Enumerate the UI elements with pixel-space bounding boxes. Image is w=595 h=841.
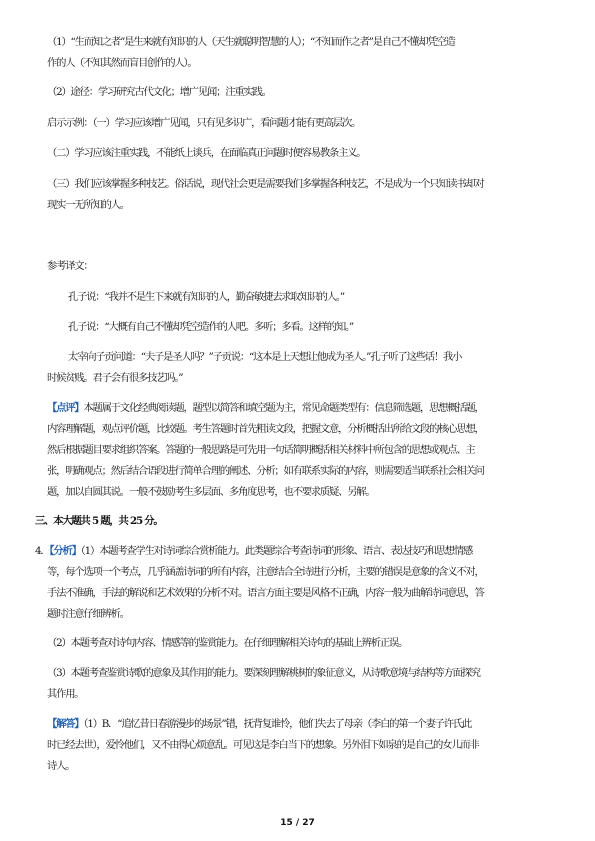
translation-1: 孔子说：“我并不是生下来就有知识的人，勤奋敏捷去求取知识的人。” — [68, 291, 344, 303]
paragraph-4: （二）学习应该注重实践，不能纸上谈兵，在面临真正问题时便容易教条主义。 — [47, 147, 366, 159]
paragraph-5-line-2: 现实一无所知的人。 — [47, 199, 129, 211]
comment-line-2: 内容理解题，观点评价题，比较题。考生答题时首先粗读文段，把握文意，分析概括出所给文段的核心思想， — [47, 423, 484, 435]
q4-answer-tag: 【解答】 — [47, 718, 84, 730]
q4-answer-line-1 — [0, 718, 595, 731]
translation-2: 孔子说：“大概有自己不懂却凭空造作的人吧。多听；多看。这样的知。” — [68, 321, 353, 333]
q4-analysis-line-4: 题时注意仔细辨析。 — [47, 608, 129, 620]
q4-number: 4． — [35, 545, 50, 557]
q4-answer-text-1: （1）B．“追忆昔日春游漫步的场景”错，抚背复谁怜，他们失去了母亲（李白的第一个妻子许氏此 — [83, 718, 472, 730]
section-heading: 三、本大题共 5 题，共 25 分。 — [35, 515, 163, 527]
q4-analysis-line-3: 手法不准确，手法的解说和艺术效果的分析不对。语言方面主要是风格不正确，内容一般为曲解诗词意思，答 — [47, 587, 484, 599]
paragraph-3: 启示示例：（一）学习应该增广见闻，只有见多识广，看问题才能有更高层次。 — [47, 117, 361, 129]
comment-line-3: 然后根据题目要求组织答案。答题的一般思路是可先用一句话简明概括相关材料中所包含的思想或观点、主 — [47, 444, 475, 456]
comment-line-1 — [0, 402, 595, 415]
comment-tag: 【点评】 — [47, 402, 84, 414]
comment-line-4: 张，明确观点；然后结合语段进行简单合理的阐述、分析；如有联系实际的内容，则需要适当联系社会相关问 — [47, 465, 484, 477]
page-number: 15 / 27 — [280, 818, 315, 828]
paragraph-1-line-2: 作的人（不知其然而盲目创作的人）。 — [47, 57, 197, 69]
q4-analysis-line-5: （2）本题考查对诗句内容、情感等的鉴赏能力。在仔细理解相关诗句的基础上辨析正误。 — [47, 637, 408, 649]
translation-3-line-2: 时候贫贱。君子会有很多技艺吗。” — [47, 372, 183, 384]
q4-answer-line-3: 诗人。 — [47, 760, 75, 772]
translation-3-line-1: 太宰向子贡问道：“夫子是圣人吗？”子贡说：“这本是上天想让他成为圣人。”孔子听了这些话！我小 — [68, 351, 462, 363]
q4-analysis-text-1: （1）本题考查学生对诗词综合赏析能力。此类题综合考查诗词的形象、语言、表达技巧和思想情感 — [80, 545, 473, 557]
q4-answer-line-2: 时已经去世），爱怜他们，又不由得心烦意乱。可见这是李白当下的想象。另外泪下如泉的是自己的女儿而非 — [47, 739, 479, 751]
reference-heading: 参考译文： — [47, 260, 93, 272]
q4-analysis-line-1 — [0, 545, 595, 558]
paragraph-1-line-1: （1）“生而知之者”是生来就有知识的人（天生就聪明智慧的人）；“不知而作之者”是自己不懂却凭空造 — [47, 36, 455, 48]
comment-text-1: 本题属于文化经典阅读题，题型以简答和填空题为主，常见命题类型有：信息筛选题，思想概括题， — [83, 402, 484, 414]
q4-analysis-tag: 【分析】 — [49, 545, 81, 557]
comment-line-5: 题，加以自圆其说。一般不鼓励考生多层面、多角度思考，也不要求质疑、另解。 — [47, 486, 375, 498]
paragraph-5-line-1: （三）我们应该掌握多种技艺。俗话说，现代社会更是需要我们多掌握各种技艺，不是成为一个只知读书却对 — [47, 178, 484, 190]
paragraph-2: （2）途径：学习研究古代文化；增广见闻；注重实践。 — [47, 86, 271, 98]
q4-analysis-line-6: （3）本题考查鉴赏诗歌的意象及其作用的能力。要深刻理解桃树的象征意义，从诗歌意境与结构等方面探究 — [47, 667, 480, 679]
q4-analysis-line-2: 等，每个选项一个考点，几乎涵盖诗词的所有内容，注意结合全诗进行分析，主要的错误是意象的含义不对， — [47, 566, 484, 578]
q4-analysis-line-7: 其作用。 — [47, 688, 84, 700]
